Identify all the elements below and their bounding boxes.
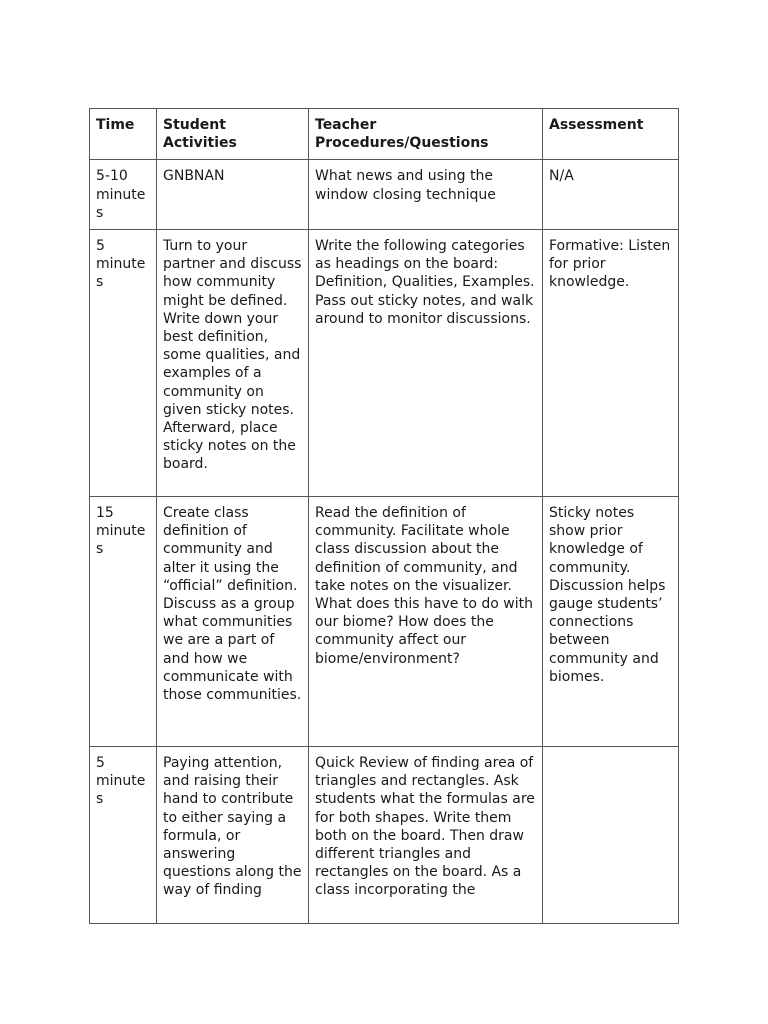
cell-student-activities: Create class definition of community and alter it using the “official” definition. Discuss as a group what communities we are a part of and how we communicate with those communities. <box>157 497 309 747</box>
header-student-activities: Student Activities <box>157 109 309 160</box>
cell-time: 5 minutes <box>90 230 157 497</box>
cell-teacher-procedures: Read the definition of community. Facilitate whole class discussion about the definition of community, and take notes on the visualizer. What does this have to do with our biome? How does the community affect our biome/environment? <box>309 497 543 747</box>
cell-teacher-procedures: What news and using the window closing technique <box>309 160 543 230</box>
cell-assessment: Formative: Listen for prior knowledge. <box>543 230 679 497</box>
cell-time: 5-10 minutes <box>90 160 157 230</box>
header-teacher-procedures: Teacher Procedures/Questions <box>309 109 543 160</box>
cell-student-activities: GNBNAN <box>157 160 309 230</box>
header-assessment: Assessment <box>543 109 679 160</box>
cell-assessment: N/A <box>543 160 679 230</box>
table-row <box>90 160 679 230</box>
cell-assessment <box>543 747 679 924</box>
table-row <box>90 747 679 924</box>
header-time: Time <box>90 109 157 160</box>
cell-assessment: Sticky notes show prior knowledge of community. Discussion helps gauge students’ connections between community and biomes. <box>543 497 679 747</box>
cell-teacher-procedures: Write the following categories as headings on the board: Definition, Qualities, Examples. Pass out sticky notes, and walk around to monitor discussions. <box>309 230 543 497</box>
table-row <box>90 230 679 497</box>
cell-student-activities: Paying attention, and raising their hand to contribute to either saying a formula, or answering questions along the way of finding <box>157 747 309 924</box>
cell-teacher-procedures: Quick Review of finding area of triangles and rectangles. Ask students what the formulas are for both shapes. Write them both on the board. Then draw different triangles and rectangles on the board. As a class incorporating the <box>309 747 543 924</box>
cell-student-activities: Turn to your partner and discuss how community might be defined. Write down your best definition, some qualities, and examples of a community on given sticky notes. Afterward, place sticky notes on the board. <box>157 230 309 497</box>
lesson-plan-table <box>89 108 679 924</box>
table-header-row <box>90 109 679 160</box>
cell-time: 15 minutes <box>90 497 157 747</box>
table-row <box>90 497 679 747</box>
cell-time: 5 minutes <box>90 747 157 924</box>
